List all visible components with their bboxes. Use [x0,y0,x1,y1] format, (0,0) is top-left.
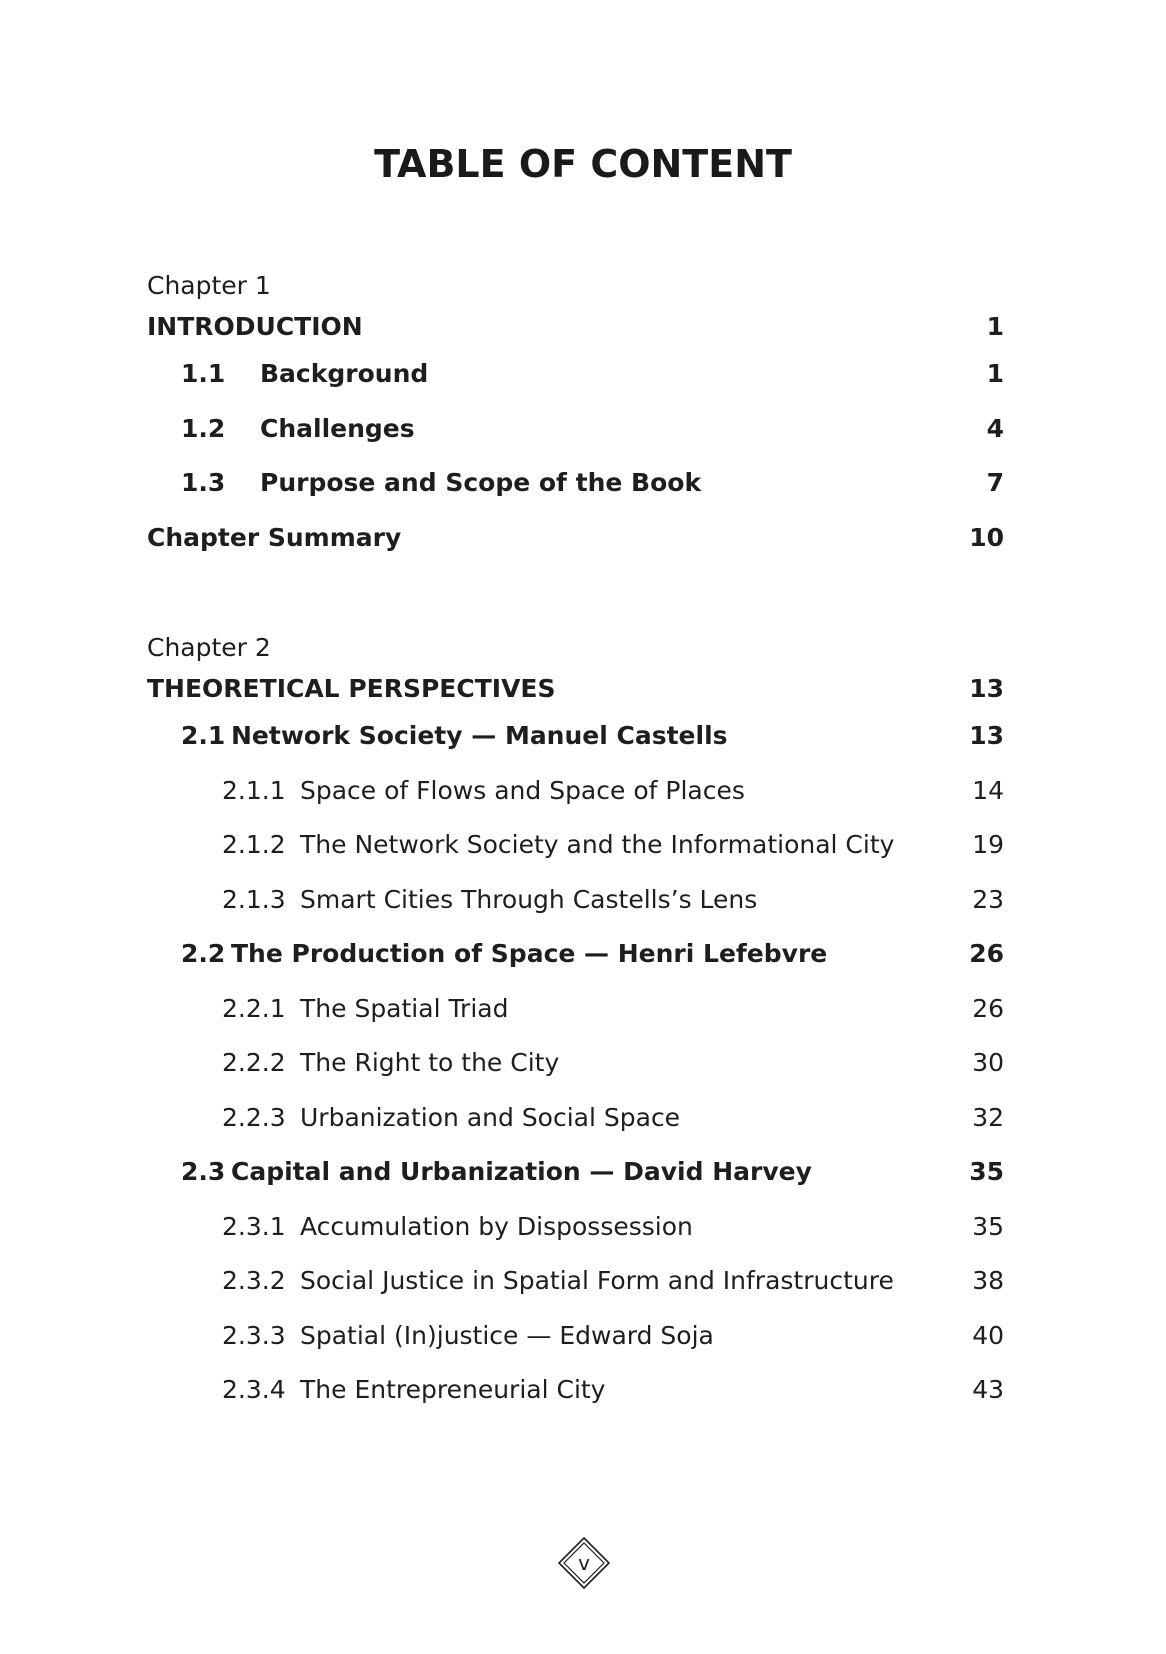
section-title: The Production of Space — Henri Lefebvre [231,939,828,968]
section-number: 2.2 [181,939,226,968]
subsection-title: The Entrepreneurial City [300,1375,606,1404]
subsection-number: 2.3.1 [222,1211,286,1241]
chapter-label: Chapter 2 [147,633,271,662]
page-number: 43 [972,1375,1004,1404]
toc-entry-2-2-1[interactable] [147,982,1004,1037]
chapter-title: INTRODUCTION [147,312,363,341]
subsection-number: 2.2.1 [222,993,286,1023]
toc-entry-1-2[interactable] [147,402,1004,457]
subsection-number: 2.3.3 [222,1320,286,1350]
chapter-2-label-row [147,627,1004,669]
toc-entry-theoretical-perspectives[interactable] [147,669,1004,709]
subsection-number: 2.2.2 [222,1048,286,1077]
toc-entry-2-1-3[interactable] [147,873,1004,928]
page-number: 30 [972,1048,1004,1077]
toc-entry-2-2-3[interactable] [147,1091,1004,1146]
page-number: 23 [972,884,1004,914]
toc-entry-2-3[interactable] [147,1145,1004,1200]
toc-entry-1-3[interactable] [147,456,1004,511]
subsection-title: Urbanization and Social Space [300,1102,681,1132]
subsection-title: Smart Cities Through Castells’s Lens [300,884,758,914]
section-title: Purpose and Scope of the Book [260,468,702,497]
summary-title: Chapter Summary [147,522,402,552]
page-number: 35 [972,1211,1004,1241]
page-number: 32 [972,1102,1004,1132]
toc-entry-2-2-2[interactable] [147,1036,1004,1091]
page-number-footer: v [578,1551,590,1575]
page-title: TABLE OF CONTENT [374,142,792,186]
toc-entry-chapter-summary[interactable] [147,511,1004,566]
section-title: Background [260,359,429,388]
toc-entry-2-1-2[interactable] [147,818,1004,873]
subsection-title: Spatial (In)justice — Edward Soja [300,1320,714,1350]
subsection-number: 2.3.2 [222,1266,286,1295]
section-title: Challenges [260,413,415,443]
page-number: 26 [972,993,1004,1023]
subsection-number: 2.1.2 [222,830,286,859]
chapter-1-label-row [147,265,1004,307]
subsection-title: The Network Society and the Informational City [300,830,895,859]
subsection-title: The Right to the City [300,1048,560,1077]
subsection-number: 2.3.4 [222,1375,286,1404]
subsection-number: 2.1.3 [222,884,286,914]
section-title: Network Society — Manuel Castells [231,721,728,750]
toc-entry-2-3-2[interactable] [147,1254,1004,1309]
subsection-number: 2.1.1 [222,775,286,805]
page-number: 14 [972,775,1004,805]
page-number: 19 [972,830,1004,859]
page-number: 26 [969,939,1004,968]
subsection-title: Social Justice in Spatial Form and Infrastructure [300,1266,894,1295]
page-number: 13 [969,674,1004,703]
toc-entry-introduction[interactable] [147,307,1004,347]
toc-entry-1-1[interactable] [147,347,1004,402]
section-number: 1.1 [181,359,226,388]
chapter-label: Chapter 1 [147,271,271,300]
page-number: 4 [986,413,1004,443]
page-number: 38 [972,1266,1004,1295]
page-number: 1 [986,312,1004,341]
toc-entry-2-2[interactable] [147,927,1004,982]
table-of-contents [147,265,1004,1418]
toc-entry-2-1-1[interactable] [147,764,1004,819]
page-number: 40 [972,1320,1004,1350]
chapter-title: THEORETICAL PERSPECTIVES [147,674,556,703]
page-number: 10 [969,522,1004,552]
section-number: 1.3 [181,468,226,497]
subsection-title: Space of Flows and Space of Places [300,775,745,805]
subsection-title: Accumulation by Dispossession [300,1211,693,1241]
section-number: 2.3 [181,1157,226,1186]
section-number: 2.1 [181,721,226,750]
section-title: Capital and Urbanization — David Harvey [231,1157,812,1186]
toc-entry-2-3-1[interactable] [147,1200,1004,1255]
toc-entry-2-3-4[interactable] [147,1363,1004,1418]
section-number: 1.2 [181,413,226,443]
page-number: 1 [986,359,1004,388]
page-number: 35 [969,1157,1004,1186]
toc-entry-2-3-3[interactable] [147,1309,1004,1364]
page-number: 13 [969,721,1004,750]
subsection-title: The Spatial Triad [300,993,509,1023]
page-number: 7 [986,468,1004,497]
subsection-number: 2.2.3 [222,1102,286,1132]
chapter-spacer [147,565,1004,627]
toc-entry-2-1[interactable] [147,709,1004,764]
